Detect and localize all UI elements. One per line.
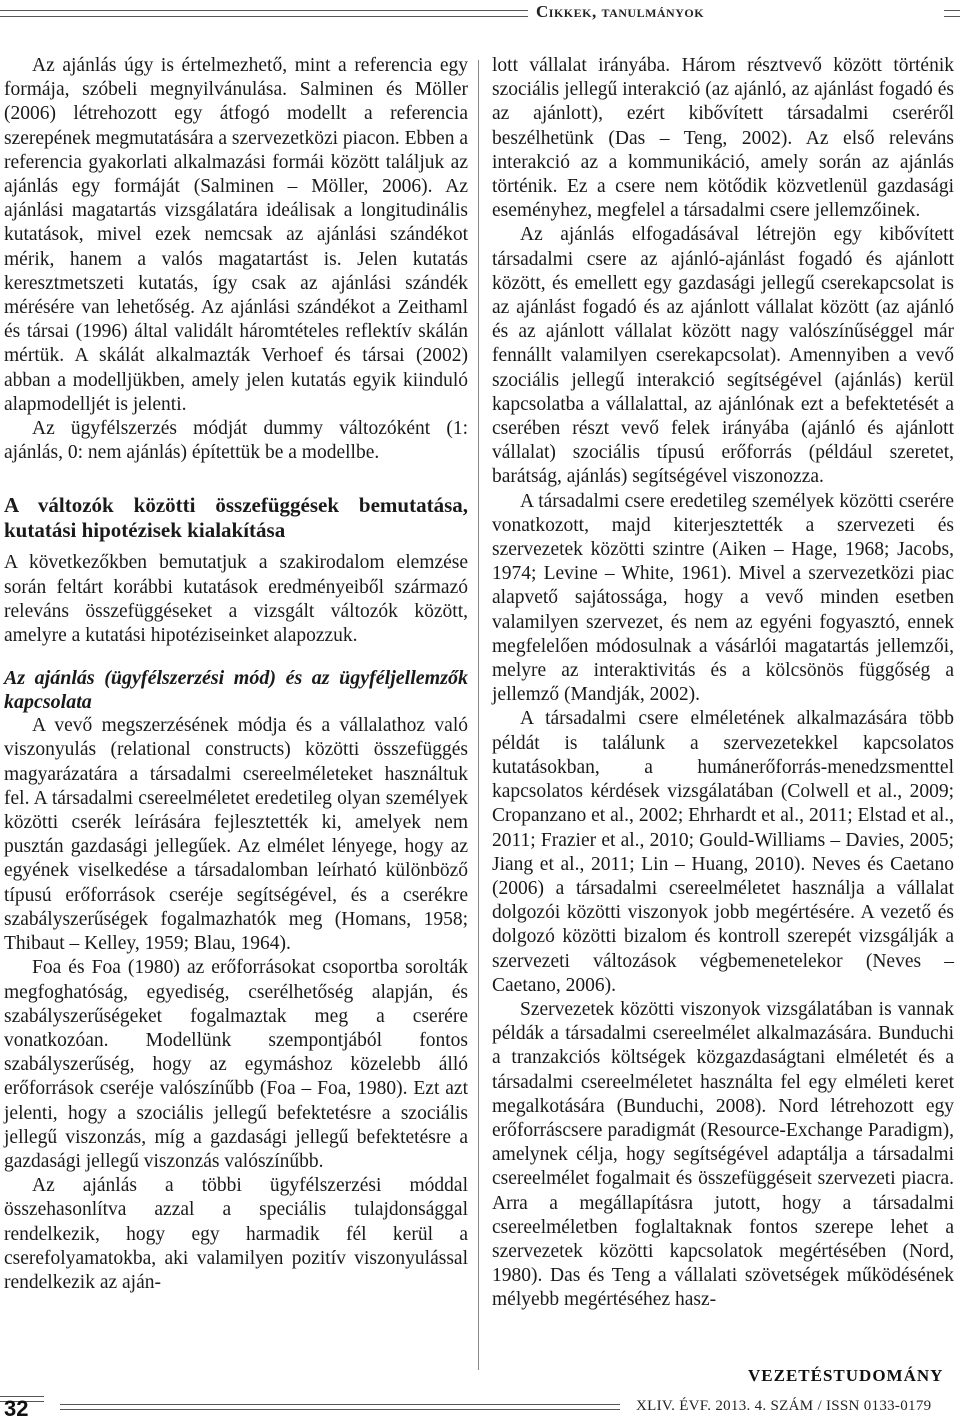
section-heading: A változók közötti összefüggések bemutatása, kutatási hipotézisek kialakítása xyxy=(4,493,468,543)
paragraph: Foa és Foa (1980) az erőforrásokat csoportba sorolták megfoghatóság, egyediség, cserélhetőség alapján, és szabályszerűségeket fogalmaztak meg a cserére vonatkozóan. Modellünk szempontjából fontos szabályszerűség, hogy az egymáshoz közelebb álló erőforrások cseréje valószínűbb (Foa – Foa, 1980). Ezt azt jelenti, hogy a szociális jellegű befektetésre a szociális jellegű viszonzás, míg a gazdasági jellegű befektetésre a gazdasági jellegű viszonzás valószínűbb. xyxy=(4,957,468,1172)
paragraph: A társadalmi csere eredetileg személyek közötti cserére vonatkozott, majd kiterjesztették a szervezeti és szervezetek közötti szintre (Aiken – Hage, 1968; Jacobs, 1974; Levine – White, 1961). Mivel a szervezetközi piac alapvető sajátossága, hogy a vevő minden esetben valamilyen szervezet, és nem az egyéni fogyasztó, ennek megfelelően módosulnak a vásárlói magatartás jellemzői, melyre az interaktivitás és a kölcsönös függőség a jellemző (Mandják, 2002). xyxy=(492,490,954,706)
section-title: Cikkek, tanulmányok xyxy=(536,2,705,21)
paragraph: Az ajánlás úgy is értelmezhető, mint a referencia egy formája, szóbeli megnyilvánulása. Salminen és Möller (2006) létrehozott egy átfogó modellt a referencia szerepének megmutatására a szervezetközi piacon. Ebben a referencia gyakorlati alkalmazási formái között találjuk az ajánlás egy formáját (Salminen – Möller, 2006). Az ajánlási magatartás vizsgálatára ideálisak a longitudinális kutatások, mivel ezek nemcsak az ajánlási szándékot mérik, hanem a valós magatartást is. Jelen kutatás keresztmetszeti kutatás, így csak az ajánlási szándék mérésére van lehetőség. Az ajánlási szándékot a Zeithaml és társai (1996) által validált háromtételes reflektív skálán mértük. A skálát alkalmazták Verhoef és társai (2002) abban a modelljükben, amely jelen kutatás egyik kiinduló alapmodelljét is jelenti. xyxy=(4,55,468,415)
subsection-heading: Az ajánlás (ügyfélszerzési mód) és az ügyféljellemzők kapcsolata xyxy=(4,667,468,714)
page-header xyxy=(0,0,960,28)
paragraph: A következőkben bemutatjuk a szakirodalom elemzése során feltárt korábbi kutatások eredményeiből származó releváns összefüggéseket a vizsgált változók között, amelyre a kutatási hipotéziseinket alapozzuk. xyxy=(4,552,468,647)
paragraph: Az ajánlás elfogadásával létrejön egy kibővített társadalmi csere az ajánló-ajánlást fogadó és ajánlott között, és emellett egy gazdasági jellegű cserekapcsolat is az ajánlást fogadó és az ajánlott vállalat között (az ajánló és az ajánlott vállalat között nagy valószínűséggel már fennállt valamilyen cserekapcsolat). Amennyiben a vevő szociális jellegű interakció segítségével (ajánlás) kerül kapcsolatba a vállalattal, az ajánlónak ezt a befektetését a cserében részt vevő felek irányába (ajánló és ajánlott vállalat) szociális típusú erőforrás (például szeretet, barátság, ajánlás) segítségével viszonozza. xyxy=(492,224,954,488)
paragraph: A vevő megszerzésének módja és a vállalathoz való viszonyulás (relational constructs) közötti összefüggés magyarázatára a társadalmi csereelméleteket használtuk fel. A társadalmi csereelméletet eredetileg olyan személyek közötti cserék leírására fejlesztették ki, amelyek nem pusztán gazdasági jellegűek. Az elmélet lényege, hogy az egyének viselkedése a társadalomban leírható különböző típusú erőforrások cseréje segítségével, és a cserékre szabályszerűségek fogalmazhatók meg (Homans, 1958; Thibaut – Kelley, 1959; Blau, 1964). xyxy=(4,715,468,955)
header-rule-right xyxy=(944,10,960,17)
journal-title: VEZETÉSTUDOMÁNY xyxy=(748,1366,944,1385)
paragraph: Az ajánlás a többi ügyfélszerzési móddal összehasonlítva azzal a speciális tulajdonsággal rendelkezik, hogy egy harmadik fél kerül a cserefolyamatokba, aki valamilyen pozitív viszonyulással rendelkezik az aján- xyxy=(4,1175,468,1293)
footer-rule xyxy=(60,1404,620,1410)
paragraph: A társadalmi csere elméletének alkalmazására több példát is találunk a szervezetekkel kapcsolatos kutatásokban, a humánerőforrás-menedzsmenttel kapcsolatos kérdések vizsgálatában (Colwell et al., 2009; Cropanzano et al., 2002; Ehrhardt et al., 2011; Elstad et al., 2011; Frazier et al., 2010; Gould-Williams – Davies, 2005; Jiang et al., 2011; Lin – Huang, 2010). Neves és Caetano (2006) a társadalmi csereelméletet használja a vállalat dolgozói közötti viszonyok jobb megértésére. A vezető és dolgozó közötti bizalom és kontroll szerepét vizsgálják a szervezeti változások végbemenetelekor (Neves – Caetano, 2006). xyxy=(492,708,954,996)
column-divider xyxy=(478,60,479,1370)
left-column xyxy=(4,54,468,1295)
header-rule-left xyxy=(0,10,528,17)
paragraph: lott vállalat irányába. Három résztvevő között történik szociális jellegű interakció (az ajánló, az ajánlást fogadó és az ajánlott), ezért kibővített társadalmi cseréről beszélhetünk (Das – Teng, 2002). Az első releváns interakció az a kommunikáció, amely során az ajánlás történik. Ez a csere nem kötődik közvetlenül gazdasági eseményhez, megfelel a társadalmi csere jellemzőinek. xyxy=(492,55,954,222)
issue-info: XLIV. ÉVF. 2013. 4. SZÁM / ISSN 0133-0179 xyxy=(636,1398,932,1414)
right-column xyxy=(492,54,954,1313)
paragraph: Az ügyfélszerzés módját dummy változóként (1: ajánlás, 0: nem ajánlás) építettük be a modellbe. xyxy=(4,418,468,464)
page-number: 32 xyxy=(4,1396,29,1421)
paragraph: Szervezetek közötti viszonyok vizsgálatában is vannak példák a társadalmi csereelmélet alkalmazására. Bunduchi a tranzakciós költségek közgazdaságtani elméletét és a társadalmi csereelméletet használta fel egy elméleti keret megalkotására (Bunduchi, 2008). Nord létrehozott egy erőforráscsere paradigmát (Resource-Exchange Paradigm), amelynek célja, hogy segítségével adaptálja a társadalmi csereelmélet fogalmait és összefüggéseit szervezeti piacra. Arra a megállapításra jutott, hogy a társadalmi csereelméletben foglaltaknak fontos szerepe lehet a szervezetek közötti kapcsolatok megértésében (Nord, 1980). Das és Teng a vállalati szövetségek működésének mélyebb megértéséhez hasz- xyxy=(492,998,954,1311)
